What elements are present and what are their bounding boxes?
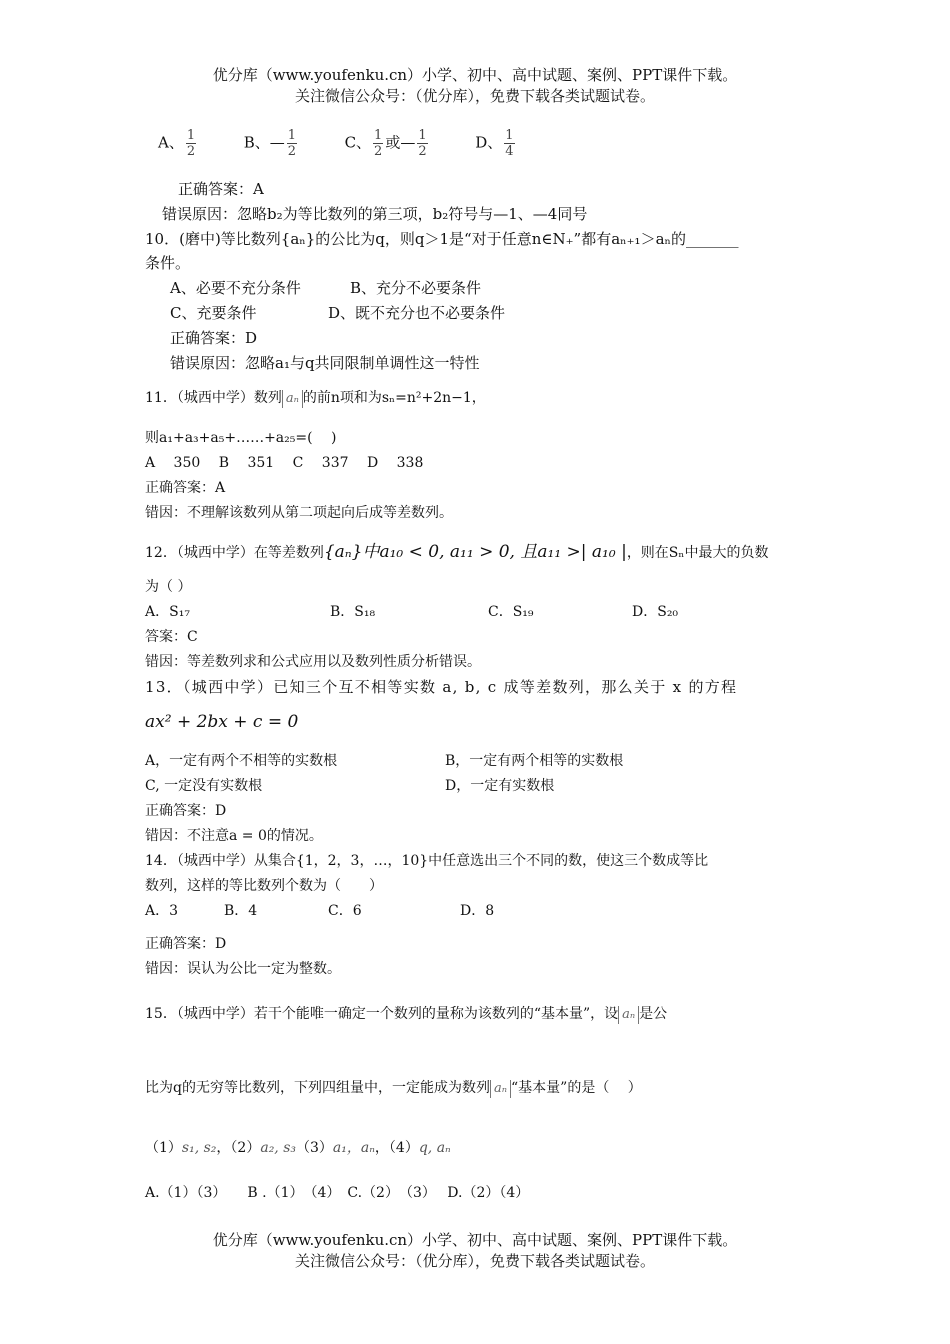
q14-option-d: D．8	[460, 903, 495, 919]
q12-option-b: B．S₁₈	[330, 604, 376, 620]
footer-line-2: 关注微信公众号：（优分库），免费下载各类试题试卷。	[294, 1252, 655, 1270]
q14-line-2: 数列，这样的等比数列个数为（ ）	[145, 878, 383, 894]
q10-reason: 错误原因：忽略a₁与q共同限制单调性这一特性	[170, 354, 480, 372]
footer-line-1: 优分库（www.youfenku.cn）小学、初中、高中试题、案例、PPT课件下载。	[212, 1231, 738, 1249]
q14-option-a: A．3	[145, 903, 179, 919]
q14-reason: 错因：误认为公比一定为整数。	[145, 961, 341, 977]
q11-line-1: 11．（城西中学）数列 aₙ 的前n项和为sₙ=n²+2n−1，	[145, 390, 486, 406]
q12-line-2: 为（ ）	[145, 579, 192, 595]
q9-options: A、 $\frac{1}{2}$ B、— $\frac{1}{2}$ C、 $\frac{1}{2}$ 或— $\frac{1}{2}$ D、 $\frac{1}{4}$	[158, 128, 514, 159]
q9-answer: 正确答案：A	[178, 180, 264, 198]
q12-option-d: D．S₂₀	[632, 604, 679, 620]
q15-options: A.（1）（3） B .（1） （4） C.（2） （3） D.（2）（4）	[145, 1185, 530, 1201]
q10-line-1: 10．(磨中)等比数列{aₙ}的公比为q，则q＞1是“对于任意n∈N₊”都有aₙ₊₁＞aₙ的_______	[145, 230, 739, 248]
q12-option-a: A．S₁₇	[145, 604, 190, 620]
sequence-an-symbol: aₙ	[282, 390, 303, 408]
q12-formula: {aₙ}中a₁₀ < 0, a₁₁ > 0, 且a₁₁ >| a₁₀ |	[323, 542, 627, 562]
q11-answer: 正确答案：A	[145, 480, 226, 496]
q12-answer: 答案：C	[145, 629, 198, 645]
q13-reason: 错因：不注意a = 0的情况。	[145, 828, 323, 844]
sequence-an-symbol: aₙ	[618, 1006, 639, 1024]
q10-option-b: B、充分不必要条件	[350, 279, 482, 297]
q14-option-b: B．4	[224, 903, 258, 919]
q13-option-b: B，一定有两个相等的实数根	[445, 753, 624, 769]
q15-groups: （1）s₁, s₂，（2）a₂, s₃（3）a₁，aₙ，（4）q, aₙ	[145, 1140, 451, 1156]
q14-line-1: 14．（城西中学）从集合{1，2，3，…，10}中任意选出三个不同的数，使这三个数成等比	[145, 853, 709, 869]
q10-answer: 正确答案：D	[170, 329, 258, 347]
q10-option-c: C、充要条件	[170, 304, 257, 322]
q14-answer: 正确答案：D	[145, 936, 227, 952]
q10-option-a: A、必要不充分条件	[170, 279, 301, 297]
q13-option-d: D，一定有实数根	[445, 778, 555, 794]
q15-line-1: 15．（城西中学）若干个能唯一确定一个数列的量称为该数列的“基本量”，设 aₙ 是公	[145, 1006, 668, 1022]
q11-options: A 350 B 351 C 337 D 338	[145, 455, 424, 471]
q15-line-2: 比为q的无穷等比数列，下列四组量中，一定能成为数列 aₙ “基本量”的是（ ）	[145, 1080, 642, 1096]
q13-option-a: A，一定有两个不相等的实数根	[145, 753, 338, 769]
q12-reason: 错因：等差数列求和公式应用以及数列性质分析错误。	[145, 654, 481, 670]
q13-option-c: C, 一定没有实数根	[145, 778, 263, 794]
q12-option-c: C．S₁₉	[488, 604, 534, 620]
q12-line-1: 12．（城西中学）在等差数列{aₙ}中a₁₀ < 0, a₁₁ > 0, 且a₁₁ >| a₁₀ |，则在Sₙ中最大的负数	[145, 542, 769, 562]
q10-option-d: D、既不充分也不必要条件	[328, 304, 506, 322]
q11-reason: 错因：不理解该数列从第二项起向后成等差数列。	[145, 505, 453, 521]
q13-line-1: 13．（城西中学）已知三个互不相等实数 a, b, c 成等差数列，那么关于 x 的方程	[145, 678, 738, 696]
q14-option-c: C．6	[328, 903, 362, 919]
header-line-1: 优分库（www.youfenku.cn）小学、初中、高中试题、案例、PPT课件下载。	[212, 66, 738, 84]
q10-line-2: 条件。	[145, 254, 191, 272]
sequence-an-symbol: aₙ	[490, 1080, 511, 1098]
q13-answer: 正确答案：D	[145, 803, 227, 819]
header-line-2: 关注微信公众号：（优分库），免费下载各类试题试卷。	[294, 87, 655, 105]
q13-equation: ax² + 2bx + c = 0	[145, 712, 299, 732]
q9-reason: 错误原因：忽略b₂为等比数列的第三项，b₂符号与—1、—4同号	[162, 205, 588, 223]
q11-line-2: 则a₁+a₃+a₅+……+a₂₅=( )	[145, 430, 337, 446]
